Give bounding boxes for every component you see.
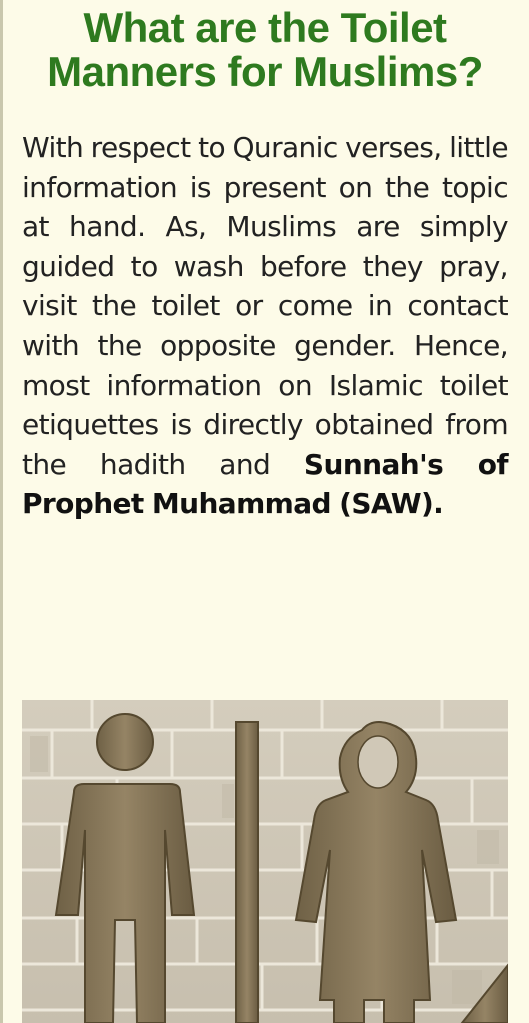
paragraph-text: With respect to Quranic verses, little information is present on the topic at hand. As, Muslims are simply guided to wash before they pray, visit the toilet or come in contact with the opposite gender. Hence, most information on Islamic toilet etiquettes is directly obtained from the hadith and — [22, 131, 508, 481]
paragraph-bold-text: Sunnah's of Prophet Muhammad (SAW). — [22, 447, 508, 521]
photo-illustration — [22, 700, 508, 1023]
sign-divider-bar — [236, 722, 258, 1023]
article-content — [22, 0, 508, 524]
article-title: What are the Toilet Manners for Muslims? — [47, 4, 483, 95]
left-border-line — [0, 0, 3, 1023]
restroom-sign-photo — [22, 700, 508, 1023]
article-paragraph — [22, 128, 508, 524]
